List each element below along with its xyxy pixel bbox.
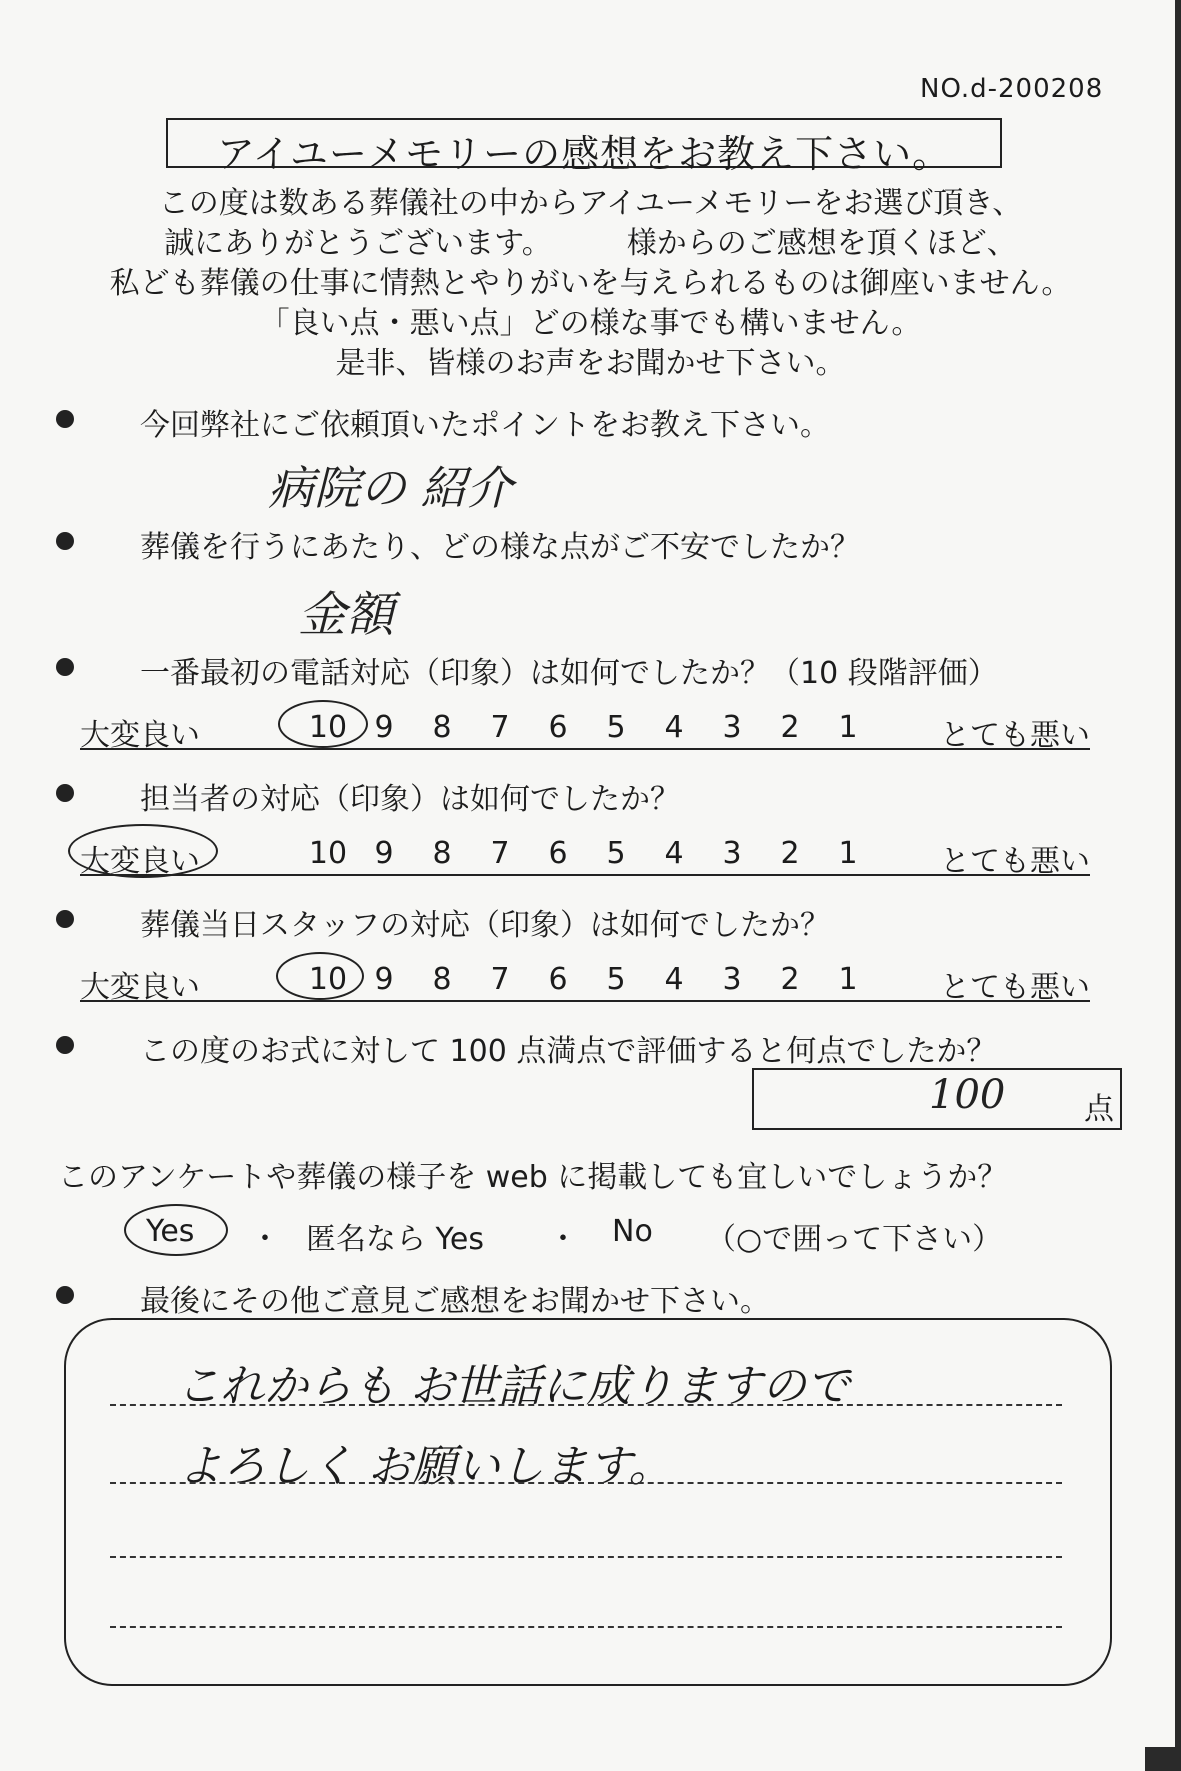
scale-option-9[interactable]: 9 (374, 836, 394, 871)
intro-line-4: 「良い点・悪い点」どの様な事でも構いません。 (259, 306, 922, 341)
scale-option-6[interactable]: 6 (548, 836, 568, 871)
comment-rule (110, 1626, 1062, 1628)
scale-option-1[interactable]: 1 (838, 962, 858, 997)
selection-circle (276, 952, 364, 1000)
rating-scale-4 (80, 834, 1090, 879)
question-4: 担当者の対応（印象）は如何でしたか？ (140, 782, 680, 817)
scale-option-8[interactable]: 8 (432, 710, 452, 745)
scale-left-label: 大変良い (80, 970, 200, 1005)
comment-rule (110, 1482, 1062, 1484)
question-3: 一番最初の電話対応（印象）は如何でしたか？（10 段階評価） (140, 656, 998, 691)
scale-option-10[interactable]: 10 (308, 962, 348, 997)
option-anonymous-yes[interactable]: 匿名なら Yes (306, 1222, 484, 1257)
separator: ・ (250, 1222, 280, 1257)
scale-option-7[interactable]: 7 (490, 962, 510, 997)
comment-line-1: これからも お世話に成りますので (176, 1361, 850, 1412)
scale-option-2[interactable]: 2 (780, 962, 800, 997)
answer-1: 病院の 紹介 (268, 461, 513, 515)
bullet-icon (56, 1036, 74, 1054)
bullet-icon (56, 910, 74, 928)
separator: ・ (548, 1222, 578, 1257)
option-no[interactable]: No (612, 1214, 653, 1249)
score-box[interactable] (752, 1068, 1122, 1130)
question-1: 今回弊社にご依頼頂いたポイントをお教え下さい。 (140, 408, 830, 443)
scale-option-9[interactable]: 9 (374, 962, 394, 997)
comment-line-2: よろしく お願いします。 (178, 1441, 673, 1492)
scale-option-8[interactable]: 8 (432, 962, 452, 997)
bullet-icon (56, 532, 74, 550)
question-6: この度のお式に対して 100 点満点で評価すると何点でしたか？ (140, 1034, 997, 1069)
scale-option-3[interactable]: 3 (722, 710, 742, 745)
option-yes[interactable]: Yes (146, 1214, 195, 1249)
circle-instruction: （○で囲って下さい） (706, 1222, 1003, 1257)
scan-edge-corner (1145, 1747, 1181, 1771)
comment-rule (110, 1404, 1062, 1406)
bullet-icon (56, 784, 74, 802)
scale-option-2[interactable]: 2 (780, 710, 800, 745)
scale-option-6[interactable]: 6 (548, 962, 568, 997)
intro-line-2: 誠にありがとうございます。 様からのご感想を頂くほど、 (164, 226, 1017, 261)
scale-option-10[interactable]: 10 (308, 710, 348, 745)
scale-option-8[interactable]: 8 (432, 836, 452, 871)
scale-option-6[interactable]: 6 (548, 710, 568, 745)
scale-option-5[interactable]: 5 (606, 710, 626, 745)
scale-left-label[interactable]: 大変良い (80, 844, 200, 879)
scan-edge (1175, 0, 1181, 1771)
bullet-icon (56, 1286, 74, 1304)
intro-line-5: 是非、皆様のお声をお聞かせ下さい。 (335, 346, 846, 381)
scale-right-label: とても悪い (940, 718, 1090, 753)
title-box (166, 118, 1002, 176)
document-number: NO.d-200208 (920, 74, 1104, 104)
selection-circle (278, 700, 368, 748)
scale-option-9[interactable]: 9 (374, 710, 394, 745)
comment-rule (110, 1556, 1062, 1558)
scale-option-1[interactable]: 1 (838, 710, 858, 745)
scale-option-3[interactable]: 3 (722, 962, 742, 997)
scale-option-2[interactable]: 2 (780, 836, 800, 871)
scale-option-7[interactable]: 7 (490, 836, 510, 871)
scale-option-4[interactable]: 4 (664, 836, 684, 871)
scale-left-label: 大変良い (80, 718, 200, 753)
web-consent-question: このアンケートや葬儀の様子を web に掲載しても宜しいでしょうか？ (58, 1160, 1008, 1195)
scale-option-4[interactable]: 4 (664, 710, 684, 745)
scale-option-4[interactable]: 4 (664, 962, 684, 997)
scale-option-5[interactable]: 5 (606, 962, 626, 997)
bullet-icon (56, 410, 74, 428)
scale-option-1[interactable]: 1 (838, 836, 858, 871)
question-2: 葬儀を行うにあたり、どの様な点がご不安でしたか？ (140, 530, 860, 565)
scale-option-10[interactable]: 10 (308, 836, 348, 871)
score-unit: 点 (1084, 1092, 1114, 1127)
scale-option-5[interactable]: 5 (606, 836, 626, 871)
scale-option-7[interactable]: 7 (490, 710, 510, 745)
score-value: 100 (929, 1072, 1006, 1118)
intro-line-1: この度は数ある葬儀社の中からアイユーメモリーをお選び頂き、 (158, 186, 1023, 221)
selection-circle (68, 824, 218, 878)
comment-box[interactable] (64, 1318, 1112, 1686)
rating-scale-5 (80, 960, 1090, 1005)
bullet-icon (56, 658, 74, 676)
rating-scale-3 (80, 708, 1090, 753)
scale-right-label: とても悪い (940, 970, 1090, 1005)
question-7: 最後にその他ご意見ご感想をお聞かせ下さい。 (140, 1284, 770, 1319)
scale-option-3[interactable]: 3 (722, 836, 742, 871)
question-5: 葬儀当日スタッフの対応（印象）は如何でしたか？ (140, 908, 830, 943)
page-title: アイユーメモリーの感想をお教え下さい。 (216, 132, 952, 176)
selection-circle (124, 1204, 228, 1256)
answer-2: 金額 (298, 587, 395, 643)
intro-line-3: 私ども葬儀の仕事に情熱とやりがいを与えられるものは御座いません。 (109, 266, 1072, 301)
scale-right-label: とても悪い (940, 844, 1090, 879)
